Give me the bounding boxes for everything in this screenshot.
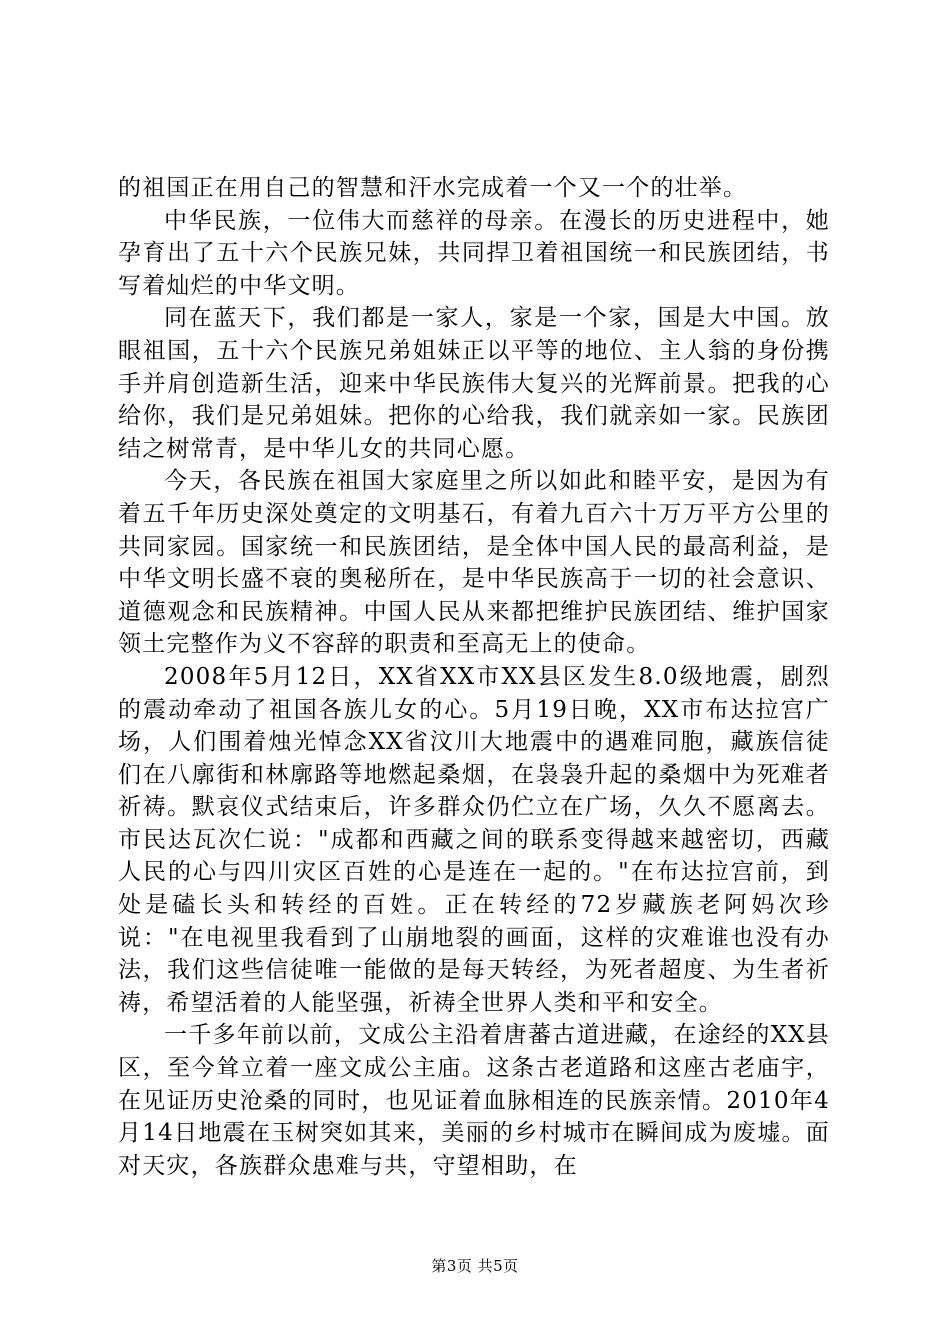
page-footer: 第3页 共5页 [431, 1257, 519, 1275]
document-body [118, 172, 830, 1182]
paragraph-today: 今天，各民族在祖国大家庭里之所以如此和睦平安，是因为有着五千年历史深处奠定的文明基石，有着九百六十万万平方公里的共同家园。国家统一和民族团结，是全体中国人民的最高利益，是中华文明长盛不衰的奥秘所在，是中华民族高于一切的社会意识、道德观念和民族精神。中国人民从来都把维护民族团结、维护国家领土完整作为义不容辞的职责和至高无上的使命。 [118, 468, 830, 658]
paragraph-continuation: 的祖国正在用自己的智慧和汗水完成着一个又一个的壮举。 [118, 175, 748, 201]
paragraph-chinese-nation: 中华民族，一位伟大而慈祥的母亲。在漫长的历史进程中，她孕育出了五十六个民族兄妹，共同捍卫着祖国统一和民族团结，书写着灿烂的中华文明。 [118, 207, 830, 299]
paragraph-earthquake-2008: 2008年5月12日，XX省XX市XX县区发生8.0级地震，剧烈的震动牵动了祖国各族儿女的心。5月19日晚，XX市布达拉宫广场，人们围着烛光悼念XX省汶川大地震中的遇难同胞，藏族信徒们在八廓街和林廓路等地燃起桑烟，在袅袅升起的桑烟中为死难者祈祷。默哀仪式结束后，许多群众仍伫立在广场，久久不愿离去。市民达瓦次仁说："成都和西藏之间的联系变得越来越密切，西藏人民的心与四川灾区百姓的心是连在一起的。"在布达拉宫前，到处是磕长头和转经的百姓。正在转经的72岁藏族老阿妈次珍说："在电视里我看到了山崩地裂的画面，这样的灾难谁也没有办法，我们这些信徒唯一能做的是每天转经，为死者超度、为生者祈祷，希望活着的人能坚强，祈祷全世界人类和平和安全。 [118, 663, 830, 1016]
paragraph-princess-wencheng: 一千多年前以前，文成公主沿着唐蕃古道进藏，在途经的XX县区，至今耸立着一座文成公主庙。这条古老道路和这座古老庙宇，在见证历史沧桑的同时，也见证着血脉相连的民族亲情。2010年4月14日地震在玉树突如其来，美丽的乡村城市在瞬间成为废墟。面对天灾，各族群众患难与共，守望相助，在 [118, 1022, 830, 1179]
paragraph-one-family: 同在蓝天下，我们都是一家人，家是一个家，国是大中国。放眼祖国，五十六个民族兄弟姐妹正以平等的地位、主人翁的身份携手并肩创造新生活，迎来中华民族伟大复兴的光辉前景。把我的心给你，我们是兄弟姐妹。把你的心给我，我们就亲如一家。民族团结之树常青，是中华儿女的共同心愿。 [118, 305, 830, 462]
